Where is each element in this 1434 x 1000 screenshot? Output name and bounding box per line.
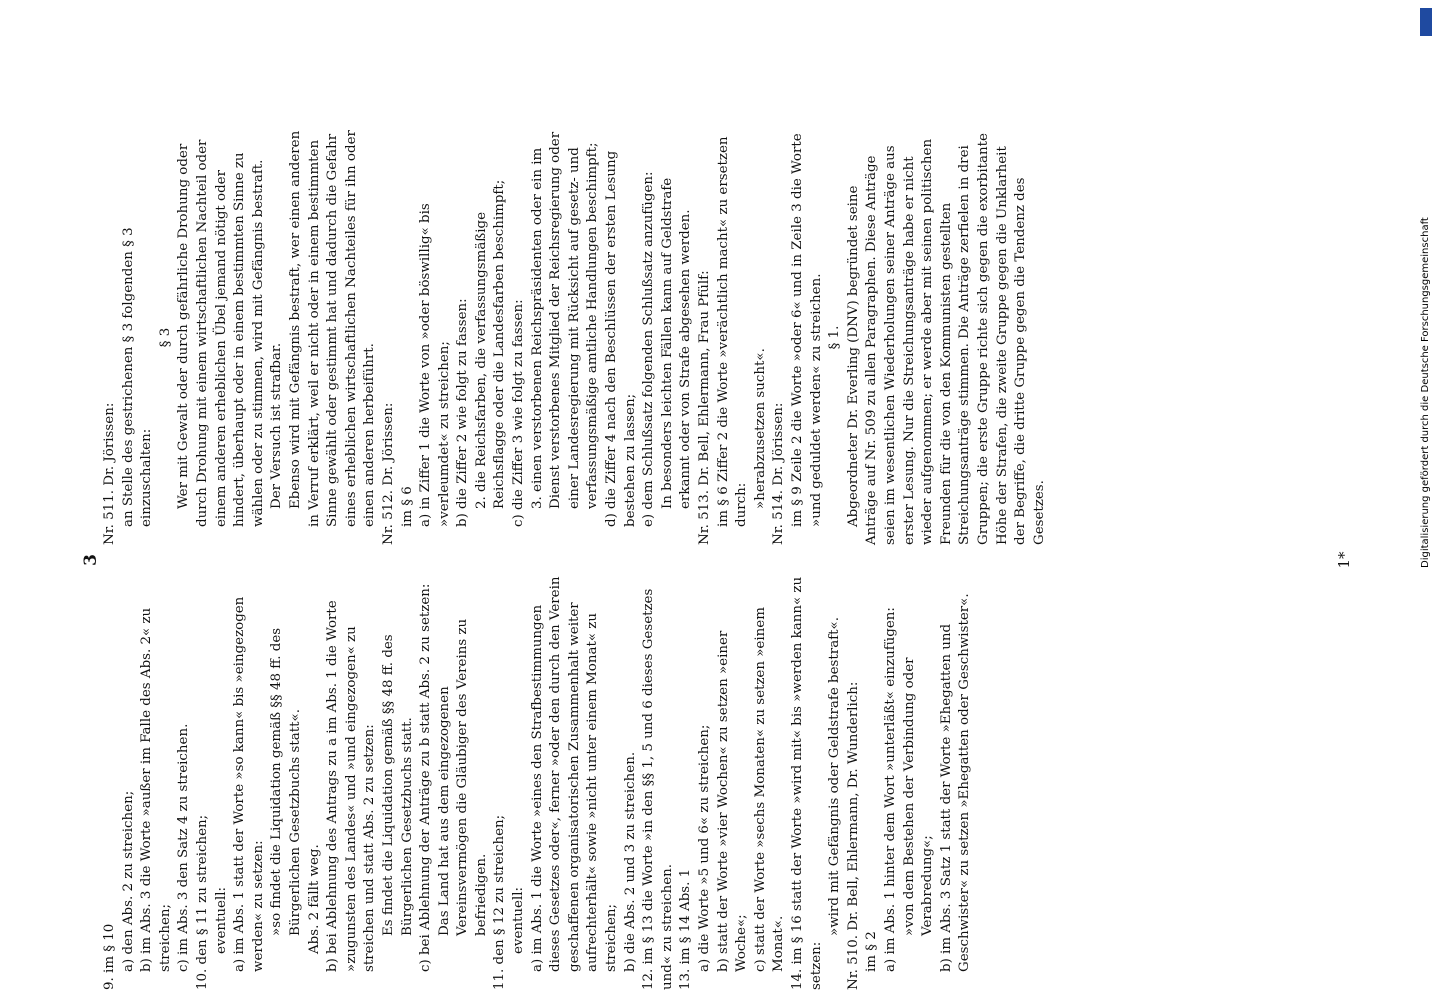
- dfg-credit: [1418, 8, 1434, 568]
- paragraph: b) statt der Worte »vier Wochen« zu setzen »einer Woche«;: [715, 630, 750, 972]
- paragraph: 13. im § 14 Abs. 1: [678, 868, 694, 990]
- paragraph: Ebenso wird mit Gefängnis bestraft, wer einen anderen in Verruf erklärt, weil er nicht oder in einem bestimmten Sinne gewählt oder gestimmt hat und dadurch die Gefahr eines erheblichen wirtschaftlichen Nachteiles für ihn oder einen anderen herbeiführt.: [287, 130, 378, 527]
- paragraph: c) im Abs. 3 den Satz 4 zu streichen.: [176, 723, 192, 972]
- right-column: [101, 130, 1049, 545]
- paragraph: Es findet die Liquidation gemäß §§ 48 ff. des Bürgerlichen Gesetzbuchs statt.: [380, 634, 415, 936]
- paragraph: Das Land hat aus dem eingezogenen Vereinsvermögen die Gläubiger des Vereins zu befriedigen.: [436, 618, 489, 936]
- paragraph: a) die Worte »5 und 6« zu streichen;: [697, 724, 712, 972]
- paragraph: Nr. 512. Dr. Jörissen:: [380, 402, 396, 545]
- dfg-credit-text: Digitalisierung gefördert durch die Deutsche Forschungsgemeinschaft: [1420, 217, 1431, 568]
- paragraph: In besonders leichten Fällen kann auf Geldstrafe erkannt oder von Strafe abgesehen werden.: [659, 177, 694, 509]
- paragraph: b) im Abs. 3 Satz 1 statt der Worte »Ehegatten und Geschwister« zu setzen »Ehegatten oder Geschwister«.: [938, 593, 973, 972]
- paragraph: im § 6 Ziffer 2 die Worte »verächtlich macht« zu ersetzen durch:: [715, 136, 750, 527]
- paragraph: Abgeordneter Dr. Everling (DNV) begründet seine Anträge auf Nr. 509 zu allen Paragraphen. Diese Anträge seien im wesentlichen Wiederholungen seiner Anträge aus erster Lesung. Nur die Streichungsanträge habe er nicht wieder aufgenommen; er werde aber mit seinen politischen Freunden für die von den Kommunisten gestellten Streichungsanträge stimmen. Die Anträge zerfielen in drei Gruppen; die erste Gruppe richte sich gegen die exorbitante Höhe der Strafen, die zweite Gruppe gegen die Unklarheit der Begriffe, die dritte Gruppe gegen die Tendenz des Gesetzes.: [845, 133, 1047, 545]
- paragraph: Nr. 510. Dr. Bell, Ehlermann, Dr. Wunderlich:: [845, 681, 861, 990]
- paragraph: eventuell:: [213, 886, 229, 954]
- left-column: [101, 575, 975, 990]
- rotated-page: [65, 120, 1405, 1000]
- signature-mark: 1*: [1335, 551, 1353, 569]
- paragraph: 11. den § 12 zu streichen;: [492, 814, 508, 990]
- paragraph: Der Versuch ist strafbar.: [269, 342, 285, 509]
- paragraph: im § 2: [864, 931, 880, 972]
- page-number: 3: [81, 554, 101, 566]
- paragraph: Wer mit Gewalt oder durch gefährliche Drohung oder durch Drohung mit einem wirtschaftlichen Nachteil oder einem anderen erheblichen Übel jemand nötigt oder hindert, überhaupt oder in einem bestimmten Sinne zu wählen oder zu stimmen, wird mit Gefängnis bestraft.: [176, 139, 266, 527]
- paragraph: 2. die Reichsfarben, die verfassungsmäßige Reichsflagge oder die Landesfarben beschimpft;: [473, 179, 508, 509]
- paragraph: Nr. 511. Dr. Jörissen:: [102, 402, 117, 545]
- paragraph: 3. einen verstorbenen Reichspräsidenten oder ein im Dienst verstorbenes Mitglied der Reichsregierung oder einer Landesregierung mit Rücksicht auf gesetz- und verfassungsmäßige amtliche Handlungen beschimpft;: [529, 131, 601, 509]
- paragraph: d) die Ziffer 4 nach den Beschlüssen der ersten Lesung bestehen zu lassen;: [604, 150, 638, 527]
- paragraph: 9. im § 10: [102, 923, 117, 990]
- paragraph: a) im Abs. 1 hinter dem Wort »unterläßt« einzufügen:: [882, 607, 898, 972]
- paragraph: »von dem Bestehen der Verbindung oder Verabredung«;: [901, 657, 936, 936]
- paragraph: 14. im § 16 statt der Worte »wird mit« bis »werden kann« zu setzen:: [789, 576, 824, 990]
- paragraph: c) die Ziffer 3 wie folgt zu fassen:: [511, 299, 527, 527]
- paragraph: im § 9 Zeile 2 die Worte »oder 6« und in Zeile 3 die Worte »und geduldet werden« zu streichen.: [789, 133, 824, 527]
- paragraph: Nr. 514. Dr. Jörissen:: [771, 402, 787, 545]
- paragraph: c) bei Ablehnung der Anträge zu b statt Abs. 2 zu setzen:: [418, 583, 434, 972]
- paragraph: »so findet die Liquidation gemäß §§ 48 ff. des Bürgerlichen Gesetzbuchs statt«.: [269, 627, 303, 936]
- paragraph: 12. im § 13 die Worte »in den §§ 1, 5 und 6 dieses Gesetzes und« zu streichen.: [641, 588, 675, 990]
- paragraph: b) die Ziffer 2 wie folgt zu fassen:: [455, 298, 471, 527]
- paragraph: b) bei Ablehnung des Antrags zu a im Abs. 1 die Worte »zugunsten des Landes« und »und eingezogen« zu streichen und statt Abs. 2 zu setzen:: [325, 600, 378, 972]
- dfg-logo: [1420, 8, 1432, 36]
- paragraph: § 3: [157, 327, 173, 348]
- paragraph: a) im Abs. 1 die Worte »eines den Strafbestimmungen dieses Gesetzes oder«, ferner »oder den durch den Verein geschaffenen organisatorischen Zusammenhalt weiter aufrechterhält« sowie »nicht unter einem Monat« zu streichen;: [529, 576, 620, 972]
- paragraph: a) im Abs. 1 statt der Worte »so kann« bis »eingezogen werden« zu setzen:: [232, 596, 266, 972]
- paragraph: c) statt der Worte »sechs Monaten« zu setzen »einem Monat«.: [752, 607, 787, 972]
- paragraph: a) den Abs. 2 zu streichen;: [120, 790, 136, 972]
- paragraph: 10. den § 11 zu streichen;: [194, 814, 210, 990]
- paragraph: e) dem Schlußsatz folgenden Schlußsatz anzufügen:: [641, 171, 657, 527]
- paragraph: an Stelle des gestrichenen § 3 folgenden § 3 einzuschalten:: [120, 227, 155, 527]
- paragraph: Nr. 513. Dr. Bell, Ehlermann, Frau Pfülf:: [697, 270, 712, 545]
- paragraph: b) die Abs. 2 und 3 zu streichen.: [622, 751, 638, 972]
- paragraph: b) im Abs. 3 die Worte »außer im Falle des Abs. 2« zu streichen;: [139, 607, 173, 972]
- paragraph: eventuell:: [511, 886, 527, 954]
- paragraph: im § 6: [399, 486, 415, 527]
- paragraph: Abs. 2 fällt weg.: [306, 844, 322, 954]
- paragraph: »wird mit Gefängnis oder Geldstrafe bestraft«.: [827, 617, 843, 936]
- paragraph: »herabzusetzen sucht«.: [752, 348, 768, 509]
- paragraph: a) in Ziffer 1 die Worte von »oder böswillig« bis »verleumdet« zu streichen;: [418, 203, 452, 527]
- paragraph: § 1.: [827, 325, 843, 350]
